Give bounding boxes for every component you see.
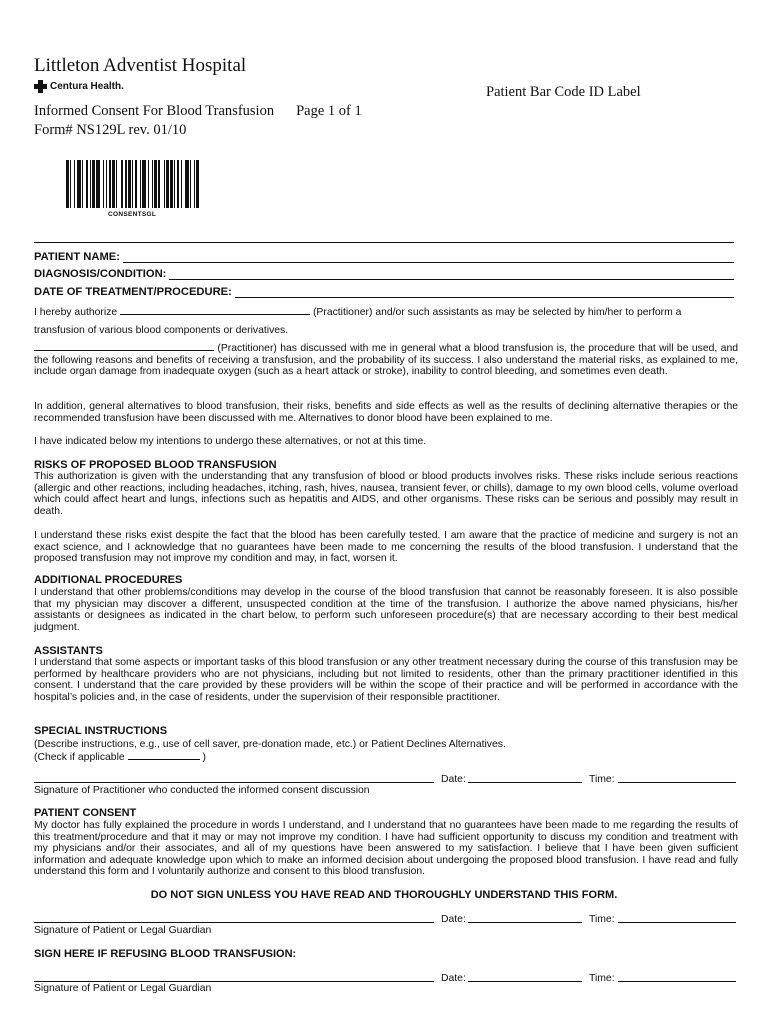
form-title-text: Informed Consent For Blood Transfusion: [34, 103, 275, 119]
practitioner-blank-2[interactable]: [34, 342, 214, 351]
patient-signature-line[interactable]: [34, 922, 434, 923]
diagnosis-label: DIAGNOSIS/CONDITION:: [34, 268, 167, 280]
practitioner-date-line[interactable]: [468, 782, 582, 783]
authorize-text-a: I hereby authorize: [34, 307, 118, 318]
additional-procedures-paragraph: I understand that other problems/conditions may develop in the course of the blood transfusion that cannot be reasonably foreseen. It is also possible that my physician may discover a different, unsuspected condition at the time of the transfusion. I authorize the above named physicians, his/her assistants or designees as indicated in the chart below, to perform such unforeseen procedure(s) that are necessary according to their best medical judgment.: [34, 587, 738, 633]
authorize-text-b: (Practitioner) and/or such assistants as may be selected by him/her to perform a: [312, 307, 682, 318]
diagnosis-field[interactable]: [34, 268, 734, 280]
patient-consent-heading: PATIENT CONSENT: [34, 807, 137, 819]
refusing-signature-caption: Signature of Patient or Legal Guardian: [34, 983, 212, 994]
form-number: Form# NS129L rev. 01/10: [34, 122, 187, 138]
additional-procedures-heading: ADDITIONAL PROCEDURES: [34, 574, 183, 586]
form-title: [34, 103, 362, 120]
barcode-image: [66, 160, 201, 208]
special-instructions-heading: SPECIAL INSTRUCTIONS: [34, 725, 168, 737]
barcode-text: CONSENTSGL: [108, 211, 157, 218]
special-instructions-line-1: (Describe instructions, e.g., use of cell saver, pre-donation made, etc.) or Patient Declines Alternatives.: [34, 739, 506, 750]
check-close: ): [202, 752, 206, 763]
check-blank[interactable]: [128, 751, 200, 760]
assistants-paragraph: I understand that some aspects or important tasks of this blood transfusion or any other treatment necessary during the course of this transfusion may be performed by healthcare providers who are not physicians, including but not limited to residents, other than the primary practitioner identified in this consent. I understand that the care provided by these providers will be within the scope of their practice and will be performed in accordance with the hospital’s policies and, in the case of residents, under the supervision of their responsible practitioner.: [34, 657, 738, 703]
practitioner-time-line[interactable]: [618, 782, 736, 783]
time-label: Time:: [589, 774, 615, 785]
patient-name-line[interactable]: [123, 252, 734, 263]
refusing-time-line[interactable]: [618, 981, 736, 982]
centura-logo: [34, 80, 124, 93]
patient-time-line[interactable]: [618, 922, 736, 923]
authorize-line-2: transfusion of various blood components or derivatives.: [34, 325, 289, 336]
practitioner-signature-caption: Signature of Practitioner who conducted the informed consent discussion: [34, 785, 370, 796]
date-of-treatment-field[interactable]: [34, 286, 734, 298]
risks-heading: RISKS OF PROPOSED BLOOD TRANSFUSION: [34, 459, 277, 471]
risks-paragraph-1: This authorization is given with the understanding that any transfusion of blood or blood products involves risks. These risks include serious reactions (allergic and other reactions, including headaches, itching, rash, hives, nausea, transient fever, or chills), damage to my own blood cells, volume overload which could affect heart and lungs, infections such as hepatitis and AIDS, and other organisms. These risks can be serious and possibly may result in death.: [34, 471, 738, 517]
date-of-treatment-line[interactable]: [235, 287, 734, 298]
practitioner-blank[interactable]: [120, 306, 310, 315]
special-instructions-line-2: [34, 751, 738, 764]
date-label: Date:: [441, 914, 466, 925]
header-divider: [34, 242, 734, 243]
date-label: Date:: [441, 774, 466, 785]
page-number: Page 1 of 1: [296, 103, 362, 119]
refusing-signature-line[interactable]: [34, 981, 434, 982]
practitioner-signature-line[interactable]: [34, 782, 434, 783]
alternatives-paragraph: In addition, general alternatives to blood transfusion, their risks, benefits and side effects as well as the results of declining alternative therapies or the recommended transfusion have been discussed with me. Alternatives to donor blood have been explained to me.: [34, 401, 738, 424]
do-not-sign-warning: DO NOT SIGN UNLESS YOU HAVE READ AND THOROUGHLY UNDERSTAND THIS FORM.: [150, 889, 618, 901]
discussed-text: (Practitioner) has discussed with me in general what a blood transfusion is, the procedure that will be used, and the following reasons and benefits of receiving a transfusion, and the probability of its success. I also understand the material risks, as explained to me, include organ damage from inadequate oxygen (such as a heart attack or stroke), inability to control bleeding, and sometimes even death.: [34, 343, 739, 377]
discussed-paragraph: [34, 342, 738, 378]
patient-name-label: PATIENT NAME:: [34, 251, 120, 263]
date-of-treatment-label: DATE OF TREATMENT/PROCEDURE:: [34, 286, 232, 298]
practitioner-signature-row: [34, 771, 738, 785]
time-label: Time:: [589, 973, 615, 984]
time-label: Time:: [589, 914, 615, 925]
barcode-bar: [199, 160, 200, 208]
patient-consent-paragraph: My doctor has fully explained the procedure in words I understand, and I understand that no guarantees have been made to me regarding the results of this treatment/procedure and that it may or may not improve my condition. I have had sufficient opportunity to discuss my condition and treatment with my physicians and/or their associates, and all of my questions have been answered to my satisfaction. I believe that I have been given sufficient information and adequate knowledge upon which to make an informed decision about undergoing the proposed blood transfusion. I have read and fully understand this form and I voluntarily authorize and consent to this blood transfusion.: [34, 820, 738, 877]
refusing-heading: SIGN HERE IF REFUSING BLOOD TRANSFUSION:: [34, 948, 297, 960]
barcode-label-area: Patient Bar Code ID Label: [486, 84, 641, 100]
refusing-signature-row: [34, 970, 738, 984]
refusing-date-line[interactable]: [468, 981, 582, 982]
patient-name-field[interactable]: [34, 251, 734, 263]
diagnosis-line[interactable]: [169, 269, 734, 280]
patient-signature-caption: Signature of Patient or Legal Guardian: [34, 925, 212, 936]
check-text: (Check if applicable: [34, 752, 125, 763]
patient-signature-row: [34, 911, 738, 925]
cross-icon: [34, 80, 47, 93]
date-label: Date:: [441, 973, 466, 984]
authorize-line: [34, 306, 738, 319]
logo-text: Centura Health.: [50, 81, 124, 92]
hospital-name: Littleton Adventist Hospital: [34, 55, 247, 76]
patient-date-line[interactable]: [468, 922, 582, 923]
assistants-heading: ASSISTANTS: [34, 645, 103, 657]
risks-paragraph-2: I understand these risks exist despite the fact that the blood has been carefully tested. I am aware that the practice of medicine and surgery is not an exact science, and I acknowledge that no guarantees have been made to me concerning the results of the blood transfusion. I understand that the proposed transfusion may not improve my condition and may, in fact, worsen it.: [34, 530, 738, 564]
intentions-paragraph: I have indicated below my intentions to undergo these alternatives, or not at this time.: [34, 436, 427, 447]
